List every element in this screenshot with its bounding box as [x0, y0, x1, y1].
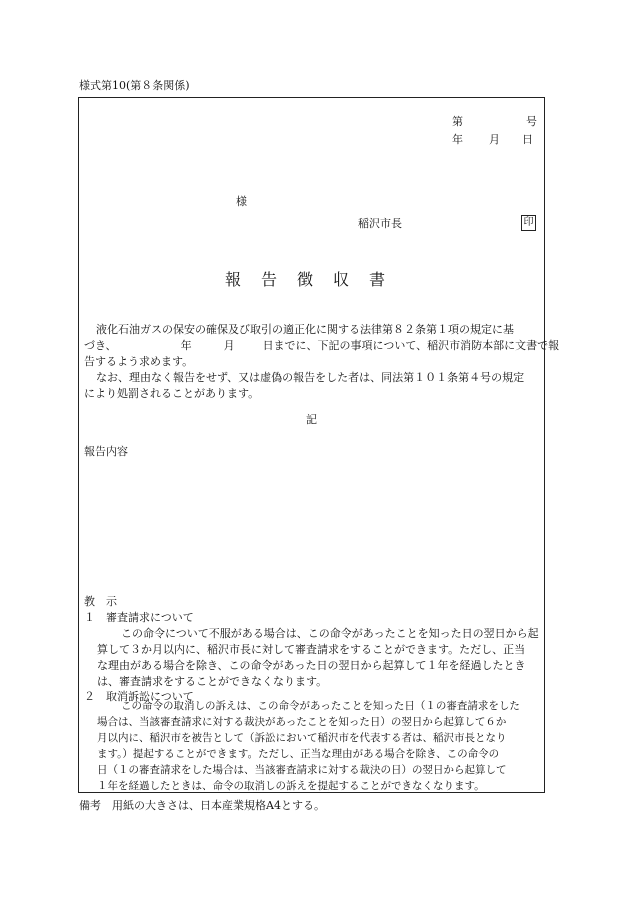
notice-heading: 教 示	[84, 595, 117, 608]
body-line-5: により処罰されることがあります。	[84, 387, 260, 400]
notice-item2-line-2: 場合は、当該審査請求に対する裁決があったことを知った日）の翌日から起算して６か	[97, 716, 507, 728]
notice-item1-title: １ 審査請求について	[84, 611, 194, 624]
addressee-suffix: 様	[236, 195, 247, 208]
body-line-2	[84, 338, 559, 354]
number-label: 第	[452, 115, 463, 128]
body-line-4: なお、理由なく報告をせず、又は虚偽の報告をした者は、同法第１０１条第４号の規定	[96, 371, 525, 384]
body-line-2-a: づき、	[84, 339, 117, 352]
number-suffix: 号	[526, 115, 537, 128]
date-month: 月	[489, 133, 500, 146]
notice-item2-line-1: この命令の取消しの訴えは、この命令があったことを知った日（１の審査請求をした	[121, 700, 520, 712]
page-title: 報告徴収書	[224, 270, 405, 289]
notice-item1-line-1: この命令について不服がある場合は、この命令があったことを知った日の翌日から起	[121, 627, 539, 640]
body-line-2-month: 月	[223, 339, 235, 352]
notice-item2-title: ２ 取消訴訟について	[84, 690, 194, 703]
body-line-1: 液化石油ガスの保安の確保及び取引の適正化に関する法律第８２条第１項の規定に基	[96, 323, 514, 336]
notice-item2-line-5: 日（１の審査請求をした場合は、当該審査請求に対する裁決の日）の翌日から起算して	[97, 764, 507, 776]
issuer: 稲沢市長	[358, 217, 402, 230]
body-line-3: 告するよう求めます。	[84, 355, 194, 368]
notice-item1-line-4: は、審査請求をすることができなくなります。	[97, 675, 328, 688]
body-line-2-year: 年	[180, 339, 192, 352]
footnote: 備考 用紙の大きさは、日本産業規格A4とする。	[79, 799, 325, 812]
seal-mark: 印	[521, 215, 536, 231]
date-year: 年	[452, 133, 463, 146]
form-label: 様式第10(第８条関係)	[79, 79, 190, 92]
notice-item2-line-4: ます。）提起することができます。ただし、正当な理由がある場合を除き、この命令の	[97, 748, 500, 760]
notice-item2-line-3: 月以内に、稲沢市を被告として（訴訟において稲沢市を代表する者は、稲沢市長となり	[97, 732, 507, 744]
notice-item1-line-3: な理由がある場合を除き、この命令があった日の翌日から起算して１年を経過したとき	[97, 659, 526, 672]
notice-item1-line-2: 算して３か月以内に、稲沢市長に対して審査請求をすることができます。ただし、正当	[97, 643, 526, 656]
body-line-2-d: 日までに、下記の事項について、稲沢市消防本部に文書で報	[262, 339, 560, 352]
ki-heading: 記	[306, 413, 317, 426]
report-content-label: 報告内容	[84, 445, 128, 458]
notice-item2-line-6: １年を経過したときは、命令の取消しの訴えを提起することができなくなります。	[97, 780, 485, 792]
date-day: 日	[522, 133, 533, 146]
